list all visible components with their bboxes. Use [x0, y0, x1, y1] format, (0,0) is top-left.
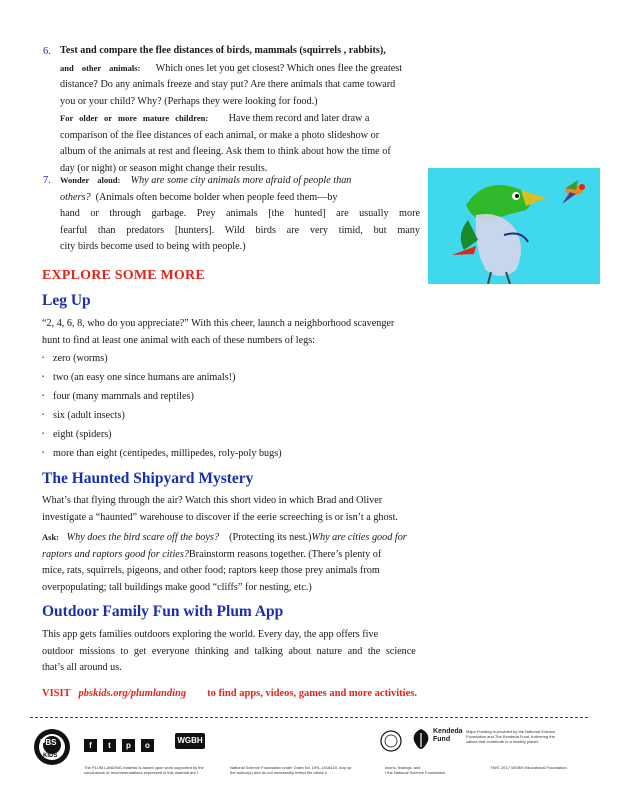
item-6-lead: Test and compare the flee distances of birds, mammals (squirrels , rabbits),	[60, 45, 386, 56]
explore-some-more-heading: EXPLORE SOME MORE	[42, 268, 205, 283]
haunted-answer-1: (Protecting its nest.)	[229, 532, 312, 543]
kendeda-logo	[433, 728, 463, 744]
haunted-text-3: Brainstorm reasons together. (There’s plenty of	[188, 548, 382, 560]
item-7-text-4: fearful than predators [hunters]. Wild birds are very timid, but many	[60, 224, 420, 236]
fine-print-right	[385, 765, 475, 775]
older-text-4: day (or night) or season might change their results.	[60, 162, 268, 174]
item-7-question-1: Why are some city animals more afraid of people than	[130, 175, 352, 186]
copyright: TM/© 2017 WGBH Educational Foundation.	[490, 765, 568, 770]
list-item: ▪ four (many mammals and reptiles)	[42, 387, 472, 406]
nsf-logo	[380, 730, 402, 752]
fine-line-6: f the National Science Foundation.	[385, 770, 447, 775]
item-7-question-2: others?	[60, 191, 91, 203]
leg-count-list	[42, 349, 472, 463]
plum-text-1: This app gets families outdoors exploring the world. Every day, the app offers five	[42, 629, 379, 640]
list-item: ▪ six (adult insects)	[42, 406, 472, 425]
item-7-lead: Wonder aloud:	[60, 175, 121, 185]
bird-illustration-graphic	[428, 168, 600, 284]
pbs-kids-logo	[32, 727, 72, 767]
item-6-number: 6.	[43, 46, 51, 57]
funding-line-2: Foundation and The Kendeda Fund, furthering the	[466, 734, 555, 739]
item-7-text-5: city birds become used to being with people.)	[60, 241, 246, 252]
funding-line-3: values that contribute to a healthy planet.	[466, 739, 539, 744]
item-7-text	[60, 172, 420, 256]
kendeda-fund: Fund	[433, 736, 451, 743]
social-icons	[84, 735, 156, 753]
item-6-text-3: you or your child? Why? (Perhaps they were looking for food.)	[60, 95, 318, 107]
wgbh-logo: WGBH	[175, 733, 205, 749]
haunted-text-5: overpopulating; tall buildings make good “cliffs” for nesting, etc.)	[42, 581, 312, 593]
fine-print-left	[84, 765, 224, 775]
visit-label: VISIT	[42, 688, 71, 699]
pbskids-link[interactable]: pbskids.org/plumlanding	[78, 688, 187, 699]
item-6-text-2: distance? Do any animals freeze and stay put? Are there animals that came toward	[60, 79, 396, 90]
twitter-icon[interactable]: t	[103, 739, 116, 752]
haunted-question-2: Why are cities good for	[311, 532, 407, 543]
leg-up-text-2: hunt to find at least one animal with each of these numbers of legs:	[42, 334, 316, 346]
fine-line-4: the author(s) and do not necessarily reflect the views o	[230, 770, 327, 775]
funding-line-1: Major Funding is provided by the National Science	[466, 729, 556, 734]
plum-app-text	[42, 627, 472, 677]
item-6-text	[60, 43, 480, 110]
haunted-text-4: mice, rats, squirrels, pigeons, and other food; raptors keep those prey animals from	[42, 565, 380, 576]
item-7-text-3: hand or through garbage. Prey animals [the hunted] are usually more	[60, 208, 420, 219]
item-6-lead-2: and other animals:	[60, 62, 141, 73]
haunted-intro	[42, 493, 482, 526]
fine-line-1: The PLUM LANDING material is based upon work supported by the	[84, 765, 204, 770]
footer-divider	[30, 717, 588, 718]
item-7-number: 7.	[43, 175, 51, 186]
instagram-icon[interactable]: o	[141, 739, 154, 752]
visit-description: to find apps, videos, games and more activities.	[207, 688, 417, 699]
kendeda-name: Kendeda	[433, 728, 463, 735]
ask-lead: Ask:	[42, 532, 60, 542]
haunted-shipyard-heading: The Haunted Shipyard Mystery	[42, 470, 254, 487]
plum-app-heading: Outdoor Family Fun with Plum App	[42, 603, 284, 620]
kids-text: KIDS	[43, 753, 58, 759]
plum-text-3: that’s all around us.	[42, 662, 122, 673]
older-text-3: album of the animals at rest and fleeing. Ask them to think about how the time of	[60, 146, 391, 157]
pbs-kids-logo-graphic	[32, 727, 72, 767]
older-text-2: comparison of the flee distances of each animal, or make a photo slideshow or	[60, 129, 380, 141]
haunted-question-1: Why does the bird scare off the boys?	[66, 532, 219, 543]
leg-up-text-1: “2, 4, 6, 8, who do you appreciate?” With this cheer, launch a neighborhood scavenger	[42, 318, 395, 329]
list-item: ▪ eight (spiders)	[42, 425, 472, 444]
item-7-text-2: (Animals often become bolder when people feed them—by	[95, 191, 338, 203]
item-6-older	[60, 110, 480, 177]
plum-text-2: outdoor missions to get everyone thinking and talking about nature and the science	[42, 645, 416, 657]
list-item: ▪ zero (worms)	[42, 349, 472, 368]
leg-up-intro	[42, 316, 472, 349]
nsf-logo-graphic	[380, 730, 402, 752]
haunted-text-1: What’s that flying through the air? Watch this short video in which Brad and Oliver	[42, 495, 383, 506]
haunted-text-2: investigate a “haunted” warehouse to discover if the eerie screeching is or isn’t a ghost.	[42, 511, 398, 523]
facebook-icon[interactable]: f	[84, 739, 97, 752]
older-lead: For older or more mature children:	[60, 113, 209, 123]
city-animals-illustration	[428, 168, 600, 284]
list-item: ▪ more than eight (centipedes, millipedes, roly-poly bugs)	[42, 444, 472, 463]
fine-line-3: National Science Foundation under Grant No. DRL-1516420. Any op	[230, 765, 352, 770]
kendeda-mark-graphic	[410, 727, 432, 751]
haunted-question-3: raptors and raptors good for cities?	[42, 548, 189, 560]
older-text-1: Have them record and later draw a	[228, 113, 370, 124]
fine-line-2: conclusions or recommendations expressed in this material are t	[84, 770, 199, 775]
list-item: ▪ two (an easy one since humans are animals!)	[42, 368, 472, 387]
pbs-text: PBS	[40, 738, 57, 747]
pinterest-icon[interactable]: p	[122, 739, 135, 752]
leg-up-heading: Leg Up	[42, 292, 91, 309]
kendeda-mark	[410, 727, 432, 751]
fine-line-5: inions, findings, and	[385, 765, 421, 770]
visit-line	[42, 688, 417, 699]
item-6-text-1: Which ones let you get closest? Which ones flee the greatest	[155, 62, 403, 74]
haunted-ask	[42, 529, 482, 596]
fine-print-middle	[230, 765, 380, 775]
funding-statement	[466, 729, 606, 744]
